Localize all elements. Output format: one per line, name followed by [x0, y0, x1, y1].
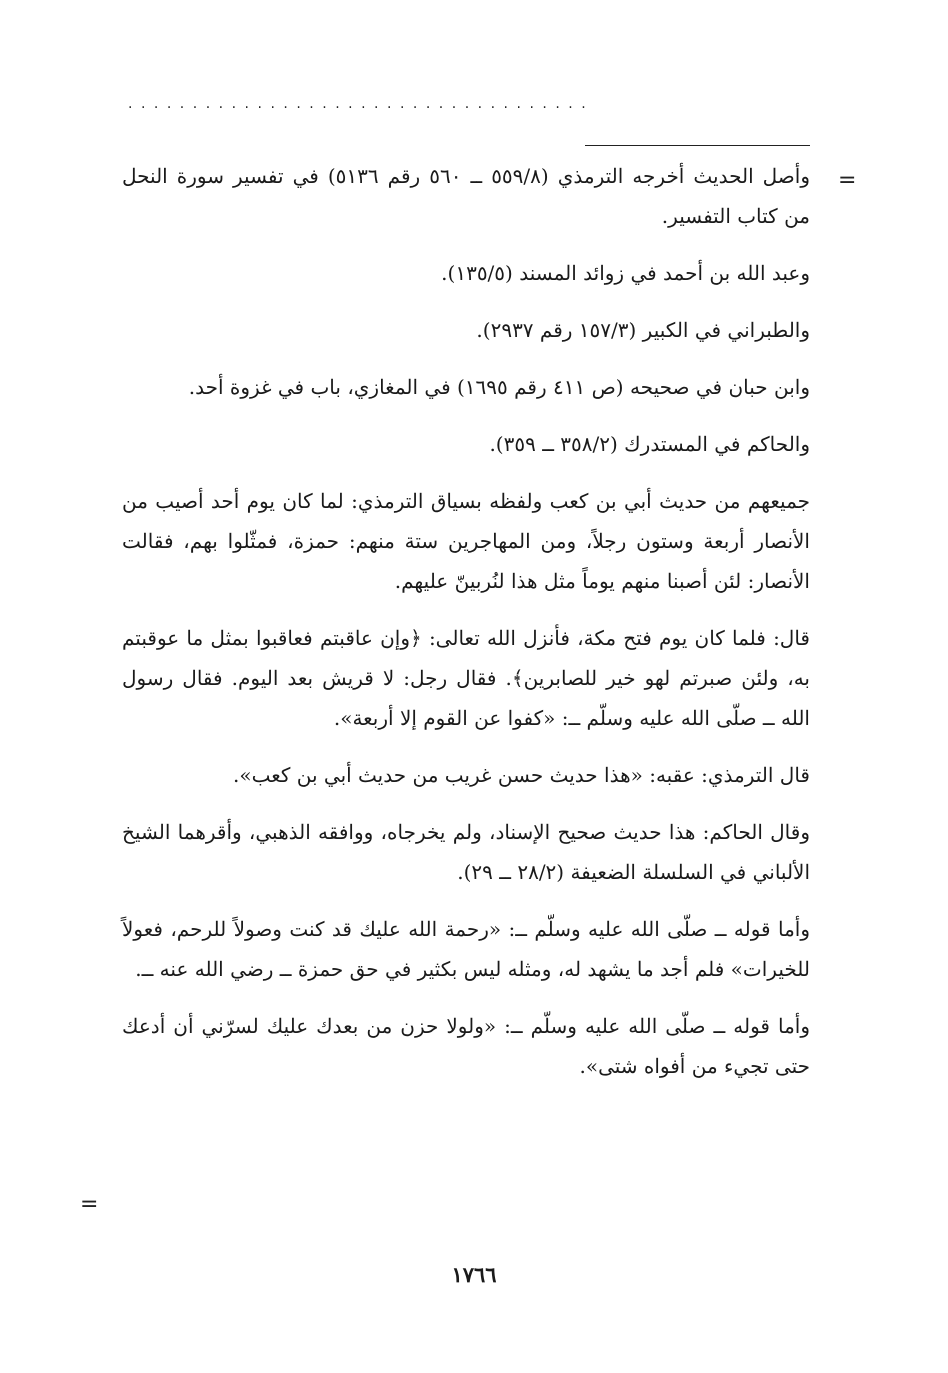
- header-dotted-separator: ....................................: [128, 96, 595, 112]
- paragraph-3: والطبراني في الكبير (١٥٧/٣ رقم ٢٩٣٧).: [476, 318, 810, 342]
- page-number: ١٧٦٦: [451, 1262, 497, 1287]
- paragraph-7: قال: فلما كان يوم فتح مكة، فأنزل الله تعالى: ﴿وإن عاقبتم فعاقبوا بمثل ما عوقبتم به، ولئن صبرتم لهو خير للصابرين﴾. فقال رجل: لا قريش بعد اليوم. فقال رسول الله ــ صلّى الله عليه وسلّم ــ: «كفوا عن القوم إلا أربعة».: [122, 626, 811, 730]
- footnote-rule: [585, 145, 810, 146]
- paragraph-4: وابن حبان في صحيحه (ص ٤١١ رقم ١٦٩٥) في المغازي، باب في غزوة أحد.: [188, 375, 810, 399]
- continuation-marker-top: =: [838, 168, 857, 193]
- paragraph-11: وأما قوله ــ صلّى الله عليه وسلّم ــ: «ولولا حزن من بعدك عليك لسرّني أن أدعك حتى تجيء من أفواه شتى».: [122, 1014, 810, 1078]
- paragraph-8: قال الترمذي: عقبه: «هذا حديث حسن غريب من حديث أبي بن كعب».: [232, 763, 810, 787]
- paragraph-2: وعبد الله بن أحمد في زوائد المسند (١٣٥/٥).: [441, 261, 810, 285]
- footnote-text: [122, 156, 810, 1103]
- paragraph-10: وأما قوله ــ صلّى الله عليه وسلّم ــ: «رحمة الله عليك قد كنت وصولاً للرحم، فعولاً للخيرات» فلم أجد ما يشهد له، ومثله ليس بكثير في حق حمزة ــ رضي الله عنه ــ.: [122, 917, 810, 981]
- paragraph-9: وقال الحاكم: هذا حديث صحيح الإسناد، ولم يخرجاه، ووافقه الذهبي، وأقرهما الشيخ الألباني في السلسلة الضعيفة (٢٨/٢ ــ ٢٩).: [122, 820, 810, 884]
- paragraph-6: جميعهم من حديث أبي بن كعب ولفظه بسياق الترمذي: لما كان يوم أحد أصيب من الأنصار أربعة وستون رجلاً، ومن المهاجرين ستة منهم: حمزة، فمثّلوا بهم، فقالت الأنصار: لئن أصبنا منهم يوماً مثل هذا لنُربينّ عليهم.: [122, 489, 810, 593]
- paragraph-1: وأصل الحديث أخرجه الترمذي (٥٥٩/٨ ــ ٥٦٠ رقم ٥١٣٦) في تفسير سورة النحل من كتاب التفسير.: [122, 164, 811, 228]
- paragraph-5: والحاكم في المستدرك (٣٥٨/٢ ــ ٣٥٩).: [489, 432, 810, 456]
- continuation-marker-bottom: =: [80, 1192, 99, 1217]
